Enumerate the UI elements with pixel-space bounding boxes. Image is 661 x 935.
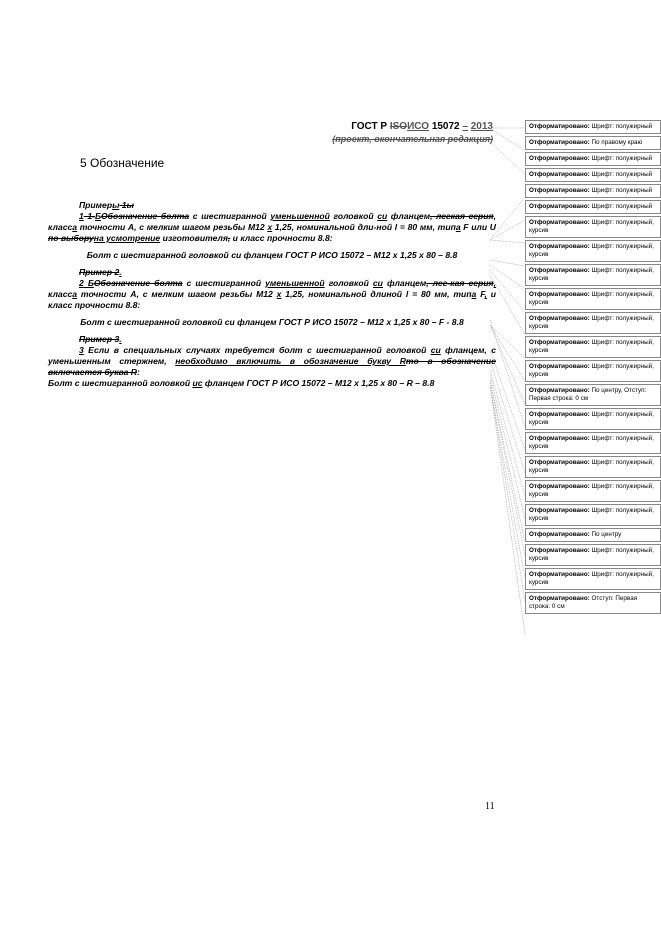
comment-text: Шрифт: полужирный — [591, 155, 653, 162]
comment-label: Отформатировано: — [529, 363, 592, 370]
comment-balloon[interactable] — [525, 432, 661, 454]
gost-label: ГОСТ Р — [351, 121, 388, 132]
examples-heading: Примеры 1ы — [79, 200, 134, 210]
example-2-text: 2 БОбозначение болта с шестигранной уменьшенной головкой си фланцем, лег-кая серия, класса точности А, с мелким шагом резьбы M12 x 1,25, номинальной длиной l = 80 мм, типа F, и класс прочности 8.8: — [48, 278, 497, 310]
section-title: 5 Обозначение — [80, 156, 165, 170]
comment-label: Отформатировано: — [529, 291, 592, 298]
comment-label: Отформатировано: — [529, 203, 592, 210]
comment-balloon[interactable] — [525, 336, 661, 358]
comment-balloon[interactable] — [525, 408, 661, 430]
comment-balloon[interactable] — [525, 216, 661, 238]
comment-balloon[interactable] — [525, 480, 661, 502]
comment-balloon[interactable] — [525, 136, 661, 150]
example-3-text: 3 Если в специальных случаях требуется болт с шестигранной головкой си фланцем, с уменьшенным стержнем, необходимо включить в обозначение букву Rто в обозначение включается буква R: — [48, 345, 496, 377]
comments-pane — [525, 120, 661, 616]
comment-label: Отформатировано: — [529, 219, 592, 226]
comment-label: Отформатировано: — [529, 267, 592, 274]
comment-text: Отступ: Первая строка: 0 см — [529, 595, 638, 610]
example-3-heading: Пример 3. — [79, 334, 122, 344]
comment-balloon[interactable] — [525, 200, 661, 214]
example-2-heading: Пример 2. — [79, 267, 122, 277]
comment-label: Отформатировано: — [529, 155, 592, 162]
comment-text: Шрифт: полужирный, курсив — [529, 339, 654, 354]
comment-text: Шрифт: полужирный, курсив — [529, 547, 654, 562]
comment-balloon[interactable] — [525, 168, 661, 182]
example-1-text: 1 1-БОбозначение болта с шестигранной уменьшенной головкой си фланцем, легкая серия, класса точности А, с мелким шагом резьбы M12 x 1,25, номинальной дли-ной l = 80 мм, типа F или U по выборуна усмотрение изготовителя, и класс прочности 8.8: — [48, 211, 497, 243]
comment-connectors — [490, 120, 530, 650]
comment-text: По правому краю — [591, 139, 643, 146]
comment-label: Отформатировано: — [529, 507, 592, 514]
comment-text: Шрифт: полужирный, курсив — [529, 571, 654, 586]
year-dash: – — [462, 121, 468, 132]
comment-balloon[interactable] — [525, 288, 661, 310]
comment-balloon[interactable] — [525, 592, 661, 614]
comment-label: Отформатировано: — [529, 547, 592, 554]
comment-balloon[interactable] — [525, 528, 661, 542]
comment-balloon[interactable] — [525, 184, 661, 198]
standard-year: 2013 — [470, 121, 493, 132]
comment-label: Отформатировано: — [529, 531, 592, 538]
example-3-designation: Болт с шестигранной головкой ис фланцем ГОСТ Р ИСО 15072 – M12 x 1,25 x 80 – R – 8.8 — [48, 378, 435, 388]
comment-balloon[interactable] — [525, 544, 661, 566]
comment-label: Отформатировано: — [529, 571, 592, 578]
comment-text: Шрифт: полужирный — [591, 203, 653, 210]
comment-balloon[interactable] — [525, 152, 661, 166]
comment-label: Отформатировано: — [529, 435, 592, 442]
comment-balloon[interactable] — [525, 264, 661, 286]
comment-text: Шрифт: полужирный, курсив — [529, 315, 654, 330]
comment-text: Шрифт: полужирный, курсив — [529, 435, 654, 450]
comment-balloon[interactable] — [525, 120, 661, 134]
comment-balloon[interactable] — [525, 504, 661, 526]
iso-inserted: ИСО — [407, 121, 430, 132]
comment-label: Отформатировано: — [529, 595, 592, 602]
example-1-designation: Болт с шестигранной головкой си фланцем ГОСТ Р ИСО 15072 – M12 x 1,25 x 80 – 8.8 — [86, 250, 458, 260]
comment-text: Шрифт: полужирный, курсив — [529, 219, 654, 234]
comment-balloon[interactable] — [525, 384, 661, 406]
iso-deleted: ISO — [389, 121, 408, 132]
comment-text: Шрифт: полужирный, курсив — [529, 363, 654, 378]
comment-label: Отформатировано: — [529, 387, 592, 394]
comment-balloon[interactable] — [525, 312, 661, 334]
comment-text: По центру — [591, 531, 622, 538]
comment-label: Отформатировано: — [529, 483, 592, 490]
comment-text: Шрифт: полужирный, курсив — [529, 483, 654, 498]
example-2-designation: Болт с шестигранной головкой си фланцем ГОСТ Р ИСО 15072 – M12 x 1,25 x 80 – F - 8.8 — [80, 317, 464, 327]
comment-balloon[interactable] — [525, 456, 661, 478]
comment-label: Отформатировано: — [529, 123, 592, 130]
comment-text: Шрифт: полужирный — [591, 171, 653, 178]
comment-label: Отформатировано: — [529, 459, 592, 466]
comment-label: Отформатировано: — [529, 411, 592, 418]
draft-status: (проект, окончательная редакция) — [332, 134, 493, 144]
comment-label: Отформатировано: — [529, 315, 592, 322]
comment-text: Шрифт: полужирный — [591, 123, 653, 130]
document-header — [332, 121, 493, 145]
comment-label: Отформатировано: — [529, 171, 592, 178]
comment-label: Отформатировано: — [529, 243, 592, 250]
comment-label: Отформатировано: — [529, 139, 592, 146]
standard-number: 15072 — [431, 121, 460, 132]
comment-balloon[interactable] — [525, 360, 661, 382]
comment-text: По центру, Отступ: Первая строка: 0 см — [529, 387, 647, 402]
page-number: 11 — [485, 801, 495, 812]
comment-label: Отформатировано: — [529, 339, 592, 346]
comment-balloon[interactable] — [525, 568, 661, 590]
comment-text: Шрифт: полужирный, курсив — [529, 459, 654, 474]
comment-text: Шрифт: полужирный, курсив — [529, 243, 654, 258]
comment-text: Шрифт: полужирный, курсив — [529, 411, 654, 426]
document-body — [48, 200, 496, 389]
comment-balloon[interactable] — [525, 240, 661, 262]
comment-text: Шрифт: полужирный — [591, 187, 653, 194]
comment-text: Шрифт: полужирный, курсив — [529, 507, 654, 522]
comment-text: Шрифт: полужирный, курсив — [529, 291, 654, 306]
comment-label: Отформатировано: — [529, 187, 592, 194]
comment-text: Шрифт: полужирный, курсив — [529, 267, 654, 282]
